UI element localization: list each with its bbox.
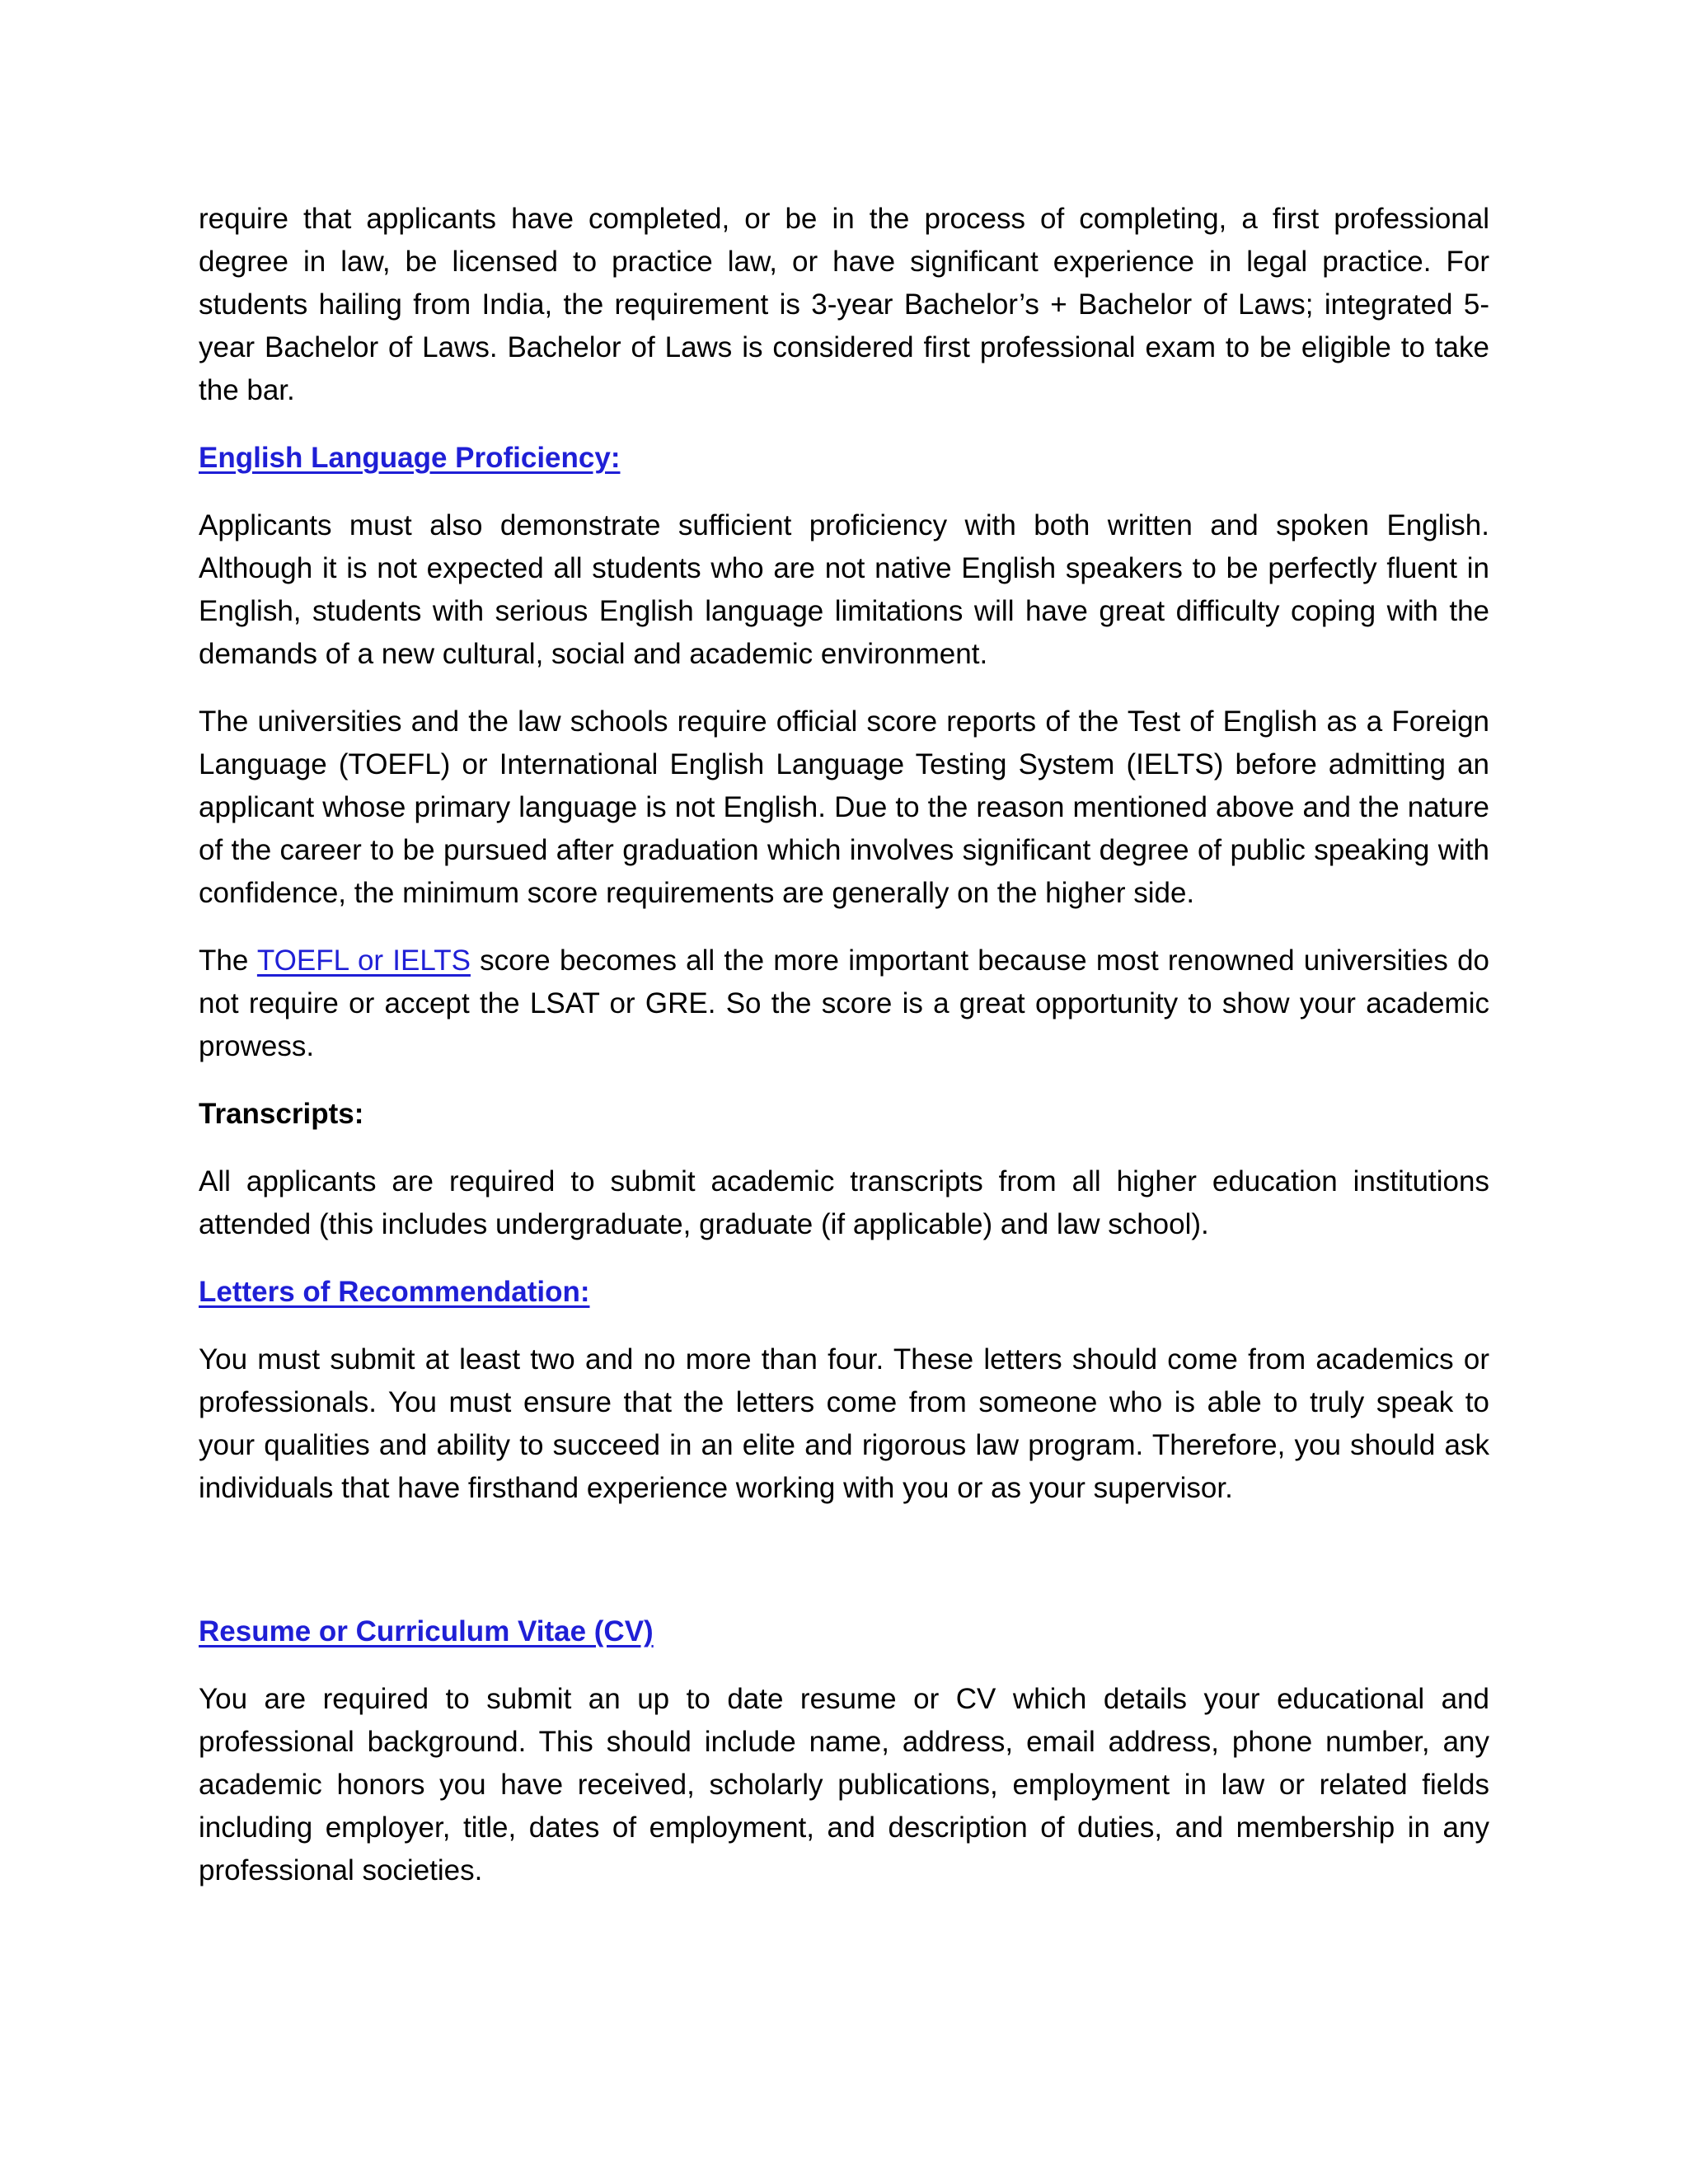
english-proficiency-heading-link[interactable]: English Language Proficiency: bbox=[199, 442, 621, 474]
intro-paragraph: require that applicants have completed, or be in the process of completing, a first professional degree in law, be licensed to practice law, or have significant experience in legal practice. For students hailing from India, the requirement is 3-year Bachelor’s + Bachelor of Laws; integrated 5-year Bachelor of Laws. Bachelor of Laws is considered first professional exam to be eligible to take the bar. bbox=[199, 203, 1489, 406]
document-body bbox=[199, 198, 1489, 1917]
english-paragraph-3 bbox=[199, 940, 1489, 1068]
english-paragraph-2: The universities and the law schools require official score reports of the Test of English as a Foreign Language (TOEFL) or International English Language Testing System (IELTS) before admitting an applicant whose primary language is not English. Due to the reason mentioned above and the nature of the career to be pursued after graduation which involves significant degree of public speaking with confidence, the minimum score requirements are generally on the higher side. bbox=[199, 705, 1489, 909]
recommendation-paragraph: You must submit at least two and no more than four. These letters should come from academics or professionals. You must ensure that the letters come from someone who is able to truly speak to your qualities and ability to succeed in an elite and rigorous law program. Therefore, you should ask individuals that have firsthand experience working with you or as your supervisor. bbox=[199, 1343, 1489, 1504]
resume-heading-link[interactable]: Resume or Curriculum Vitae (CV) bbox=[199, 1615, 654, 1647]
english-paragraph-3-before: The bbox=[199, 944, 257, 977]
toefl-ielts-link[interactable]: TOEFL or IELTS bbox=[256, 944, 471, 977]
resume-paragraph: You are required to submit an up to date resume or CV which details your educational and professional background. This should include name, address, email address, phone number, any academic honors you have received, scholarly publications, employment in law or related fields including employer, title, dates of employment, and description of duties, and membership in any professional societies. bbox=[199, 1683, 1489, 1886]
section-spacer bbox=[199, 1535, 1489, 1610]
english-paragraph-1: Applicants must also demonstrate sufficient proficiency with both written and spoken English. Although it is not expected all students who are not native English speakers to be perfectly fluent in English, students with serious English language limitations will have great difficulty coping with the demands of a new cultural, social and academic environment. bbox=[199, 509, 1489, 670]
english-paragraph-3-after: score becomes all the more important because most renowned universities do not require or accept the LSAT or GRE. So the score is a great opportunity to show your academic prowess. bbox=[199, 944, 1490, 1062]
transcripts-paragraph: All applicants are required to submit academic transcripts from all higher education institutions attended (this includes undergraduate, graduate (if applicable) and law school). bbox=[199, 1165, 1489, 1240]
transcripts-heading: Transcripts: bbox=[199, 1098, 364, 1130]
recommendation-heading-link[interactable]: Letters of Recommendation: bbox=[199, 1276, 590, 1308]
